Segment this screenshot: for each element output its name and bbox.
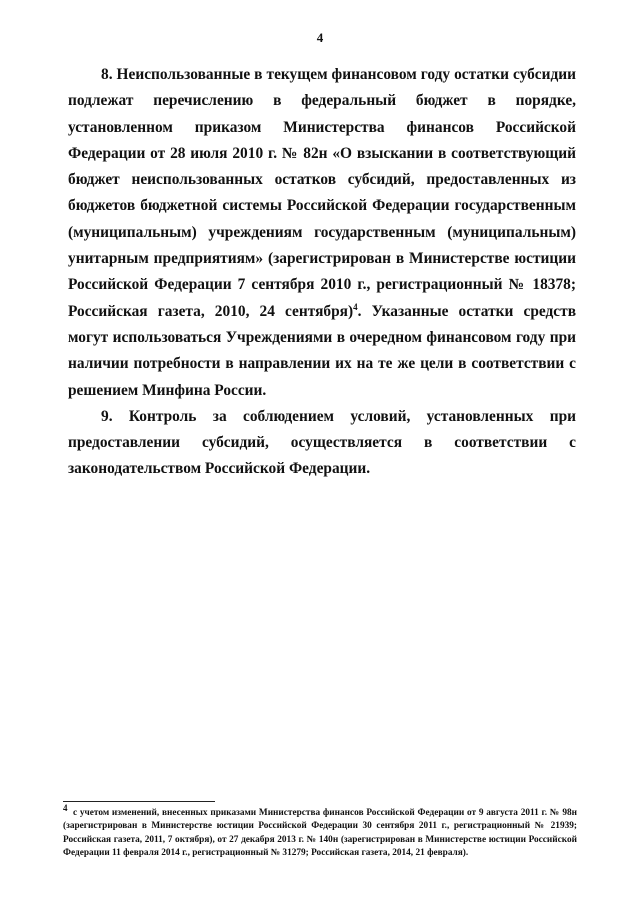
footnote [63, 802, 577, 860]
footnote-divider [63, 801, 215, 802]
document-body [68, 62, 576, 483]
paragraph-8-continuation: . Указанные остатки средств могут использоваться Учреждениями в очередном финансовом году при наличии потребности в направлении их на те же цели в соответствии с решением Минфина России. [68, 302, 576, 399]
paragraph-9: 9. Контроль за соблюдением условий, установленных при предоставлении субсидий, осуществляется в соответствии с законодательством Российской Федерации. [68, 407, 576, 478]
paragraph-8 [68, 62, 576, 404]
footnote-body [63, 802, 577, 860]
footnote-text: с учетом изменений, внесенных приказами Министерства финансов Российской Федерации от 9 августа 2011 г. № 98н (зарегистрирован в Министерстве юстиции Российской Федерации 30 сентября 2011 г., регистрационный № 21939; Российская газета, 2011, 7 октября), от 27 декабря 2013 г. № 140н (зарегистрирован в Министерстве юстиции Российской Федерации 11 февраля 2014 г., регистрационный № 31279; Российская газета, 2014, 21 февраля). [63, 808, 577, 858]
footnote-reference: 4 [353, 301, 358, 312]
footnote-marker: 4 [63, 802, 68, 813]
paragraph-8-text: 8. Неиспользованные в текущем финансовом году остатки субсидии подлежат перечислению в федеральный бюджет в порядке, установленном приказом Министерства финансов Российской Федерации от 28 июля 2010 г. № 82н «О взыскании в соответствующий бюджет неиспользованных остатков субсидий, предоставленных из бюджетов бюджетной системы Российской Федерации государственным (муниципальным) учреждениям государственным (муниципальным) унитарным предприятиям» (зарегистрирован в Министерстве юстиции Российской Федерации 7 сентября 2010 г., регистрационный № 18378; Российская газета, 2010, 24 сентября) [68, 66, 576, 320]
page-number: 4 [316, 30, 324, 45]
